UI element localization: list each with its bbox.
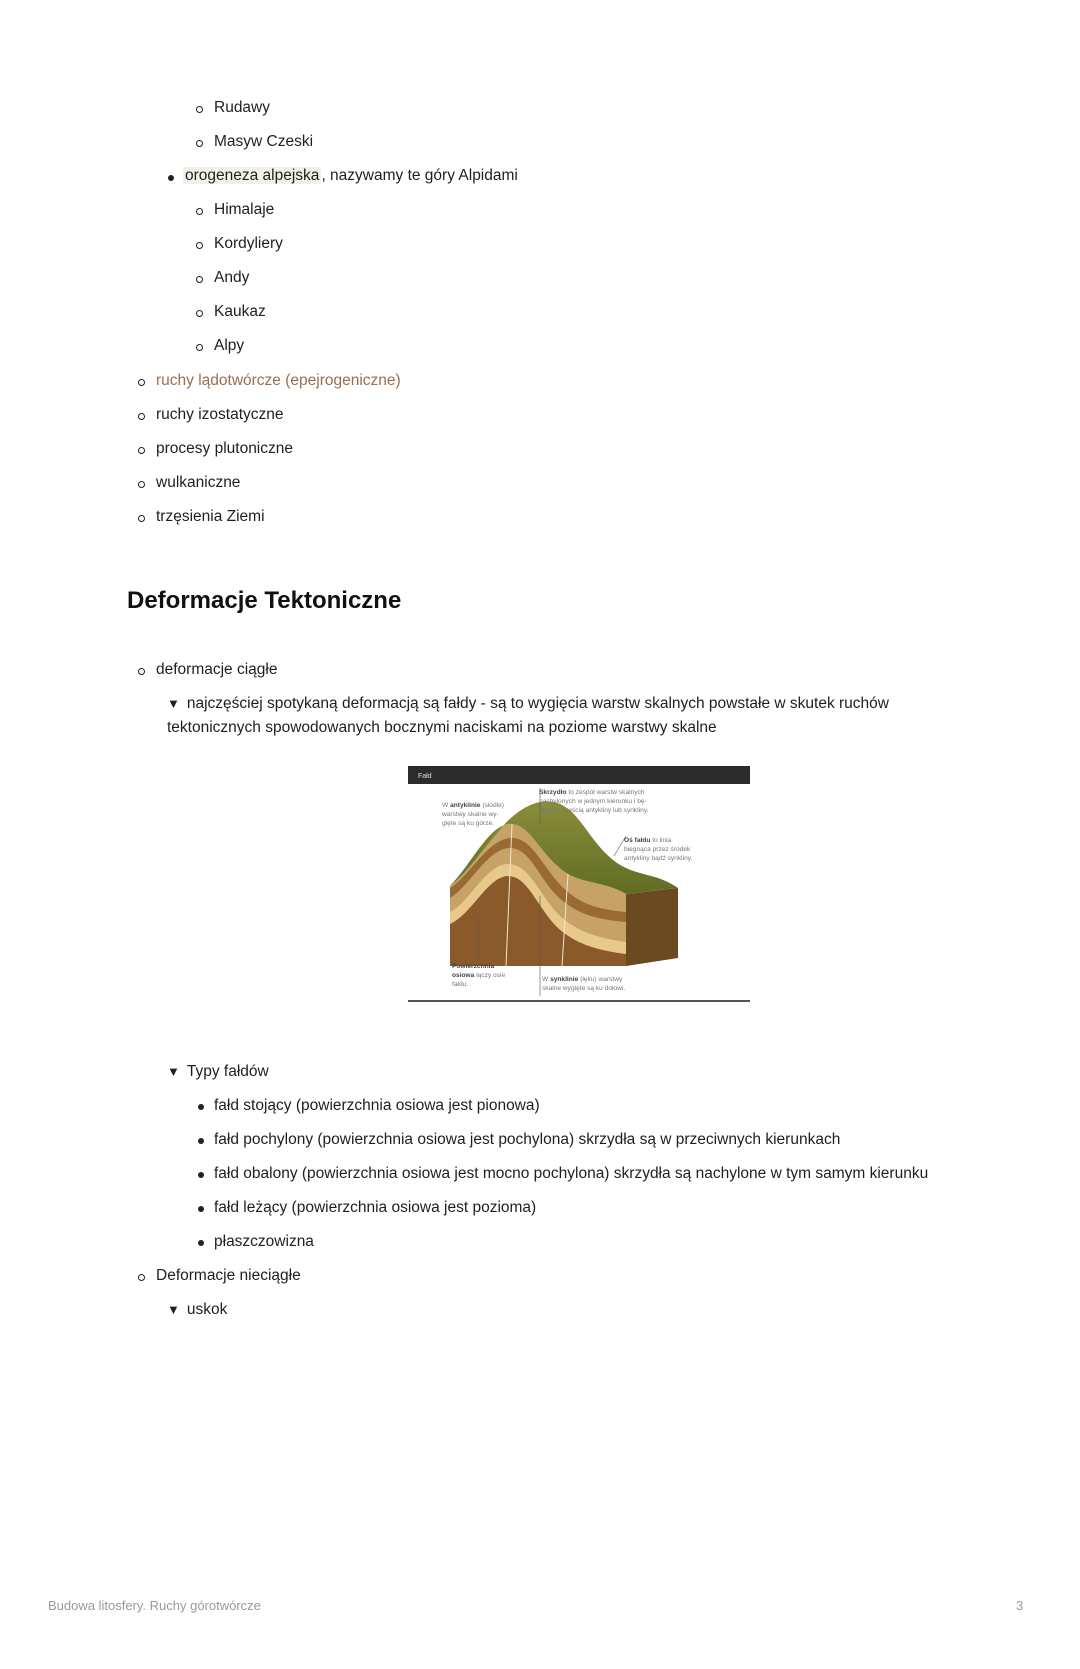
list-item-text: trzęsienia Ziemi [156,508,265,525]
bullet-hollow [138,413,145,420]
toggle-text-continued: tektonicznych spowodowanych bocznymi naciskami na poziome warstwy skalne [167,719,717,736]
bullet-filled [198,1206,204,1212]
fold-diagram-figure [408,766,750,1002]
list-item-text: procesy plutoniczne [156,440,293,457]
bullet-filled [198,1104,204,1110]
list-item-text: Himalaje [214,201,275,218]
list-item-text: Andy [214,269,250,286]
annotation-anticline: W antyklinie (siodle) [442,802,504,809]
bullet-hollow [196,106,203,113]
annotation-syncline: W synklinie (łęku) warstwy [542,976,623,983]
toggle-block-fold-types[interactable] [167,1062,269,1082]
annotation-limb: Skrzydło to zespół warstw skalnych [539,789,645,796]
list-item-text: Masyw Czeski [214,133,314,150]
bullet-hollow [138,447,145,454]
bullet-filled [168,175,174,181]
bullet-hollow [138,481,145,488]
bullet-hollow [196,208,203,215]
list-item-text: fałd leżący (powierzchnia osiowa jest pozioma) [214,1199,537,1216]
highlighted-term: orogeneza alpejska [185,167,320,184]
annotation-axis-line2: biegnąca przez środek [624,846,691,853]
toggle-label: Typy fałdów [186,1063,269,1080]
bullet-hollow [196,140,203,147]
list-item-text: fałd obalony (powierzchnia osiowa jest mocno pochylona) skrzydła są nachylone w tym samym kierunku [214,1165,929,1182]
list-item-text: Kordyliery [214,235,283,252]
bullet-hollow [138,515,145,522]
list-item-text: ruchy izostatyczne [156,406,284,423]
annotation-axis-line3: antykliny bądź synkliny. [624,855,693,862]
triangle-down-icon[interactable]: ▼ [167,1064,180,1079]
triangle-down-icon[interactable]: ▼ [167,696,180,711]
bullet-hollow [196,310,203,317]
triangle-down-icon[interactable]: ▼ [167,1302,180,1317]
bullet-filled [198,1240,204,1246]
annotation-axial-plane-line3: fałdu. [452,981,469,988]
page-number: 3 [1016,1598,1024,1613]
list-item-text: Rudawy [214,99,270,116]
annotation-syncline-line2: skalne wygięte są ku dołowi. [542,985,626,992]
list-item-text: Kaukaz [214,303,266,320]
list-item-text: Alpy [214,337,245,354]
annotation-axial-plane: Powierzchnia [452,963,495,970]
section-heading: Deformacje Tektoniczne [127,587,402,614]
footer-title: Budowa litosfery. Ruchy górotwórcze [48,1598,261,1613]
annotation-limb-line2: nachylonych w jednym kierunku i bę- [539,798,647,805]
list-item-text: orogeneza alpejska , nazywamy te góry Alpidami [185,167,518,184]
block-side [626,888,678,966]
list-item-text: płaszczowizna [214,1233,314,1250]
figure-header-bar [408,766,750,784]
bullet-hollow [138,379,145,386]
annotation-axis: Oś fałdu to linia [624,837,672,844]
bullet-hollow [196,276,203,283]
bullet-filled [198,1172,204,1178]
figure-header-text: Fałd [418,773,432,780]
list-item-text: fałd stojący (powierzchnia osiowa jest pionowa) [214,1097,540,1114]
toggle-label: uskok [186,1301,228,1318]
annotation-axial-plane-line2: osiowa łączy osie [452,972,506,979]
fold-diagram [408,766,750,1002]
list-item-text: wulkaniczne [156,474,241,491]
bullet-hollow [138,668,145,675]
list-item-text: Deformacje nieciągłe [156,1267,301,1284]
list-item-text: fałd pochylony (powierzchnia osiowa jest pochylona) skrzydła są w przeciwnych kierunkach [214,1131,841,1148]
list-item-text: ruchy lądotwórcze (epejrogeniczne) [156,372,401,389]
toggle-block-fault[interactable] [167,1300,227,1320]
bullet-hollow [196,344,203,351]
list-item-text: deformacje ciągłe [156,661,278,678]
annotation-anticline-line3: gięte są ku górze. [442,820,495,827]
bullet-filled [198,1138,204,1144]
toggle-block-folds[interactable] [167,694,889,714]
bullet-hollow [138,1274,145,1281]
bullet-hollow [196,242,203,249]
annotation-anticline-line2: warstwy skalne wy- [442,811,499,818]
toggle-text: najczęściej spotykaną deformacją są fałdy - są to wygięcia warstw skalnych powstałe w skutek ruchów [186,695,889,712]
annotation-limb-line3: dących częścią antykliny lub synkliny. [539,807,649,814]
